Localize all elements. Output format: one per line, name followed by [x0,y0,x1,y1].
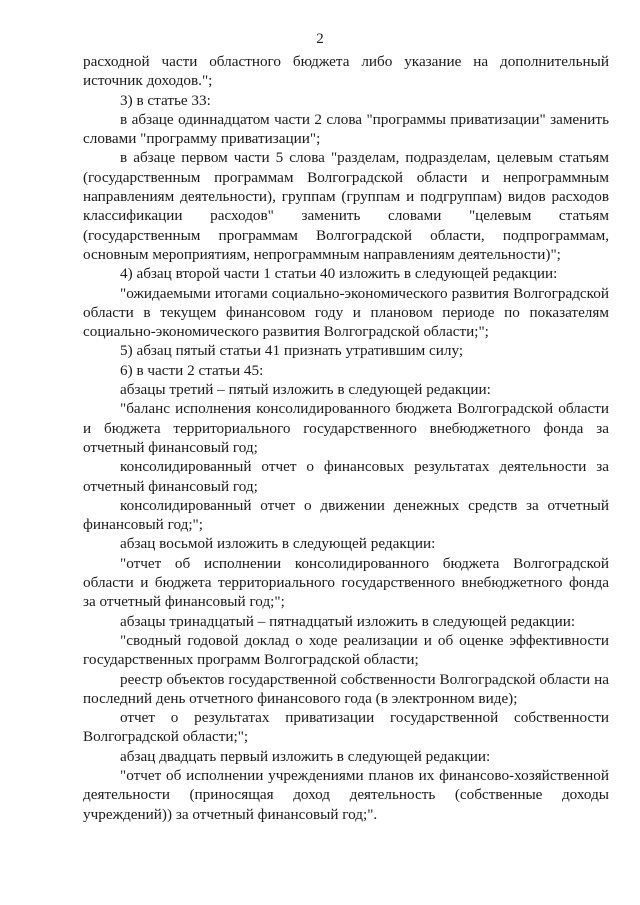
paragraph: консолидированный отчет о движении денежных средств за отчетный финансовый год;"; [83,496,609,534]
paragraph: в абзаце одиннадцатом части 2 слова "программы приватизации" заменить словами "программу приватизации"; [83,110,609,148]
paragraph: реестр объектов государственной собственности Волгоградской области на последний день отчетного финансового года (в электронном виде); [83,670,609,707]
paragraph: абзацы третий – пятый изложить в следующей редакции: [120,381,491,399]
paragraph: 4) абзац второй части 1 статьи 40 изложить в следующей редакции: [120,265,558,283]
paragraph: "отчет об исполнении учреждениями планов их финансово-хозяйственной деятельности (приносящая доход деятельность (собственные доходы учреждений)) за отчетный финансовый год;". [83,766,609,823]
page-number: 2 [316,31,324,47]
paragraph: в абзаце первом части 5 слова "разделам, подразделам, целевым статьям (государственным программам Волгоградской области и непрограммным направлениям деятельности), группам (группам и подгруппам) видов расходов классификации расходов" заменить словами "целевым статьям (государственным программам Волгоградской области, подпрограммам, основным мероприятиям, непрограммным направлениям деятельности)"; [83,149,609,263]
paragraph: абзац восьмой изложить в следующей редакции: [120,535,436,553]
paragraph: абзацы тринадцатый – пятнадцатый изложить в следующей редакции: [120,612,576,630]
paragraph: расходной части областного бюджета либо указание на дополнительный источник доходов."; [83,53,609,90]
document-body [83,52,609,824]
paragraph: 3) в статье 33: [120,91,211,109]
paragraph: консолидированный отчет о финансовых результатах деятельности за отчетный финансовый год; [83,458,609,495]
paragraph: "ожидаемыми итогами социально-экономического развития Волгоградской области в текущем финансовом году и плановом периоде по показателям социально-экономического развития Волгоградской области;"; [83,284,609,341]
paragraph: 6) в части 2 статьи 45: [120,361,264,379]
paragraph: отчет о результатах приватизации государственной собственности Волгоградской области;"; [83,709,609,746]
paragraph: 5) абзац пятый статьи 41 признать утратившим силу; [120,342,464,360]
paragraph: "баланс исполнения консолидированного бюджета Волгоградской области и бюджета территориального государственного внебюджетного фонда за отчетный финансовый год; [83,400,609,456]
paragraph: "сводный годовой доклад о ходе реализации и об оценке эффективности государственных программ Волгоградской области; [83,631,609,669]
paragraph: абзац двадцать первый изложить в следующей редакции: [120,747,491,765]
paragraph: "отчет об исполнении консолидированного бюджета Волгоградской области и бюджета территориального государственного внебюджетного фонда за отчетный финансовый год;"; [83,554,609,611]
